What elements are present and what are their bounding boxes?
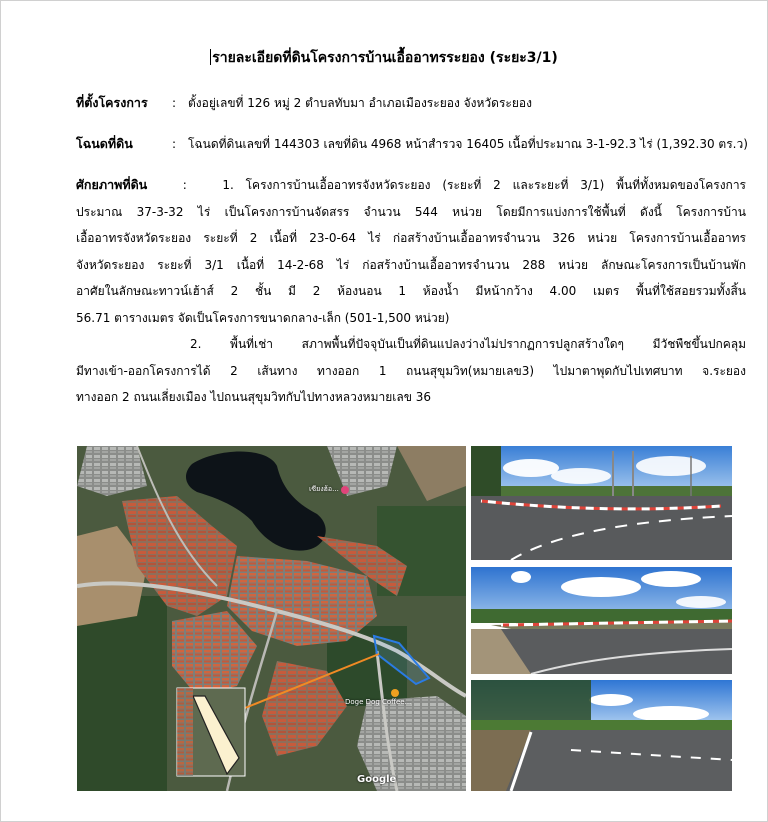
road-photo-3-drawing <box>471 680 732 791</box>
potential-line-3: เอื้ออาทรจังหวัดระยอง ระยะที่ 2 เนื้อที่ 23-0-64 ไร่ ก่อสร้างบ้านเอื้ออาทรจำนวน 326 หน่วย โครงการบ้านเอื้ออาทร <box>76 231 746 245</box>
potential-p2-line-1: 2. พื้นที่เช่า สภาพพื้นที่ปัจจุบันเป็นที่ดินแปลงว่างไม่ปรากฏการปลูกสร้างใดๆ มีวัชพืชขึ้นปกคลุม <box>190 337 746 351</box>
road-photo-1 <box>471 446 732 560</box>
road-photo-3 <box>471 680 732 791</box>
location-value: ตั้งอยู่เลขที่ 126 หมู่ 2 ตำบลทับมา อำเภอเมืองระยอง จังหวัดระยอง <box>188 96 532 110</box>
potential-p2-line-3: ทางออก 2 ถนนเลี่ยงเมือง ไปถนนสุขุมวิทกับไปทางหลวงหมายเลข 36 <box>76 390 432 404</box>
potential-line-2: ประมาณ 37-3-32 ไร่ เป็นโครงการบ้านจัดสรร จำนวน 544 หน่วย โดยมีการแบ่งการใช้พื้นที่ ดังนี้ โครงการบ้าน <box>76 204 746 219</box>
page-title <box>0 47 768 69</box>
road-photo-1-drawing <box>471 446 732 560</box>
page-title-text: รายละเอียดที่ดินโครงการบ้านเอื้ออาทรระยอง (ระยะ3/1) <box>212 50 558 66</box>
deed-colon: : <box>172 137 177 151</box>
potential-line-5: อาศัยในลักษณะทาวน์เฮ้าส์ 2 ชั้น มี 2 ห้องนอน 1 ห้องน้ำ มีหน้ากว้าง 4.00 เมตร พื้นที่ใช้สอยรวมทั้งสิ้น <box>76 284 746 298</box>
aerial-map-drawing <box>77 446 466 791</box>
potential-label: ศักยภาพที่ดิน <box>76 177 148 192</box>
potential-text: 1. โครงการบ้านเอื้ออาทรจังหวัดระยอง (ระยะที่ 2 และระยะที่ 3/1) พื้นที่ทั้งหมดของโครงการ <box>222 178 746 192</box>
potential-line-1 <box>76 172 746 199</box>
location-colon: : <box>172 96 177 110</box>
aerial-map <box>77 446 466 791</box>
location-label: ที่ตั้งโครงการ <box>76 95 148 110</box>
deed-label: โฉนดที่ดิน <box>76 136 133 151</box>
potential-line-4: จังหวัดระยอง ระยะที่ 3/1 เนื้อที่ 14-2-68 ไร่ ก่อสร้างบ้านเอื้ออาทรจำนวน 288 หน่วย ลักษณะโครงการเป็นบ้านพัก <box>76 257 746 272</box>
potential-p2-line-2: มีทางเข้า-ออกโครงการได้ 2 เส้นทาง ทางออก 1 ถนนสุขุมวิท(หมายเลข3) ไปมาตาพุดกับไปเทศบาท จ.ระยอง <box>76 363 746 378</box>
google-watermark: Google <box>357 774 397 785</box>
road-photo-2-drawing <box>471 567 732 674</box>
potential-section <box>76 172 746 411</box>
potential-line-6: 56.71 ตารางเมตร จัดเป็นโครงการขนาดกลาง-เล็ก (501-1,500 หน่วย) <box>76 310 450 325</box>
map-pin-label: เซียงฮ้อ... <box>309 485 339 493</box>
potential-colon: : <box>182 178 187 192</box>
map-place-label: Doge Dog Coffee... <box>345 698 412 706</box>
road-photo-2 <box>471 567 732 674</box>
deed-value: โฉนดที่ดินเลขที่ 144303 เลขที่ดิน 4968 หน้าสำรวจ 16405 เนื้อที่ประมาณ 3-1-92.3 ไร่ (1,392.30 ตร.ว) <box>188 137 748 151</box>
